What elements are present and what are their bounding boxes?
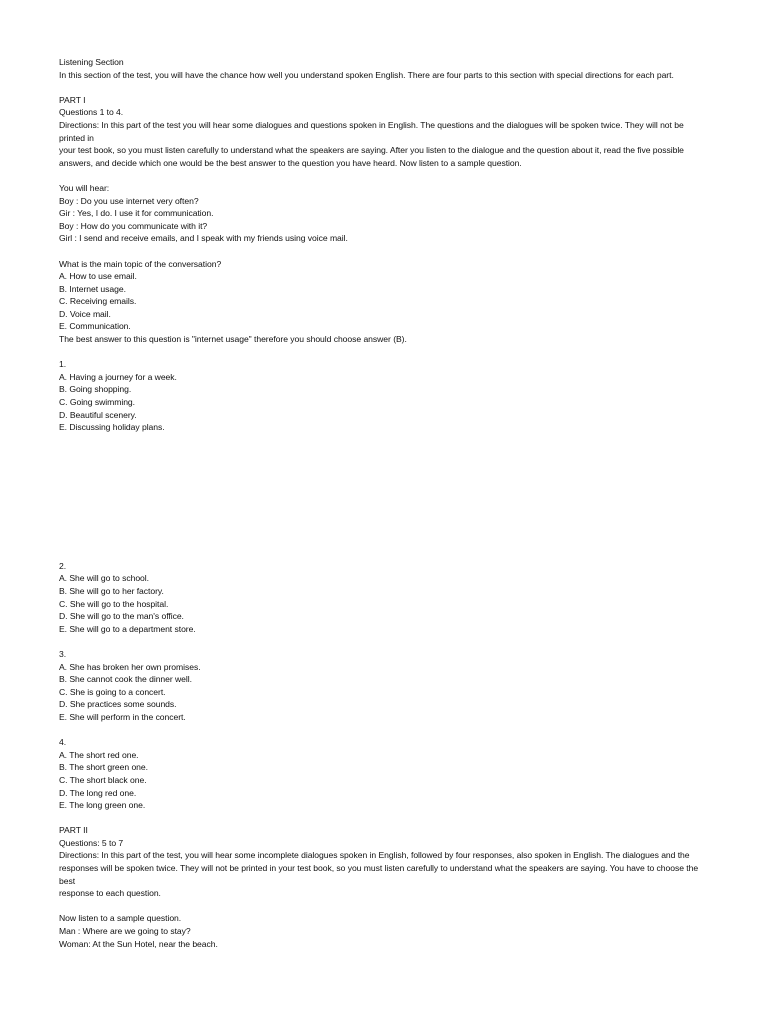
- answer-option: D. Beautiful scenery.: [59, 409, 137, 420]
- question-number: 1.: [59, 359, 67, 370]
- part2-directions-line: responses will be spoken twice. They will not be printed in your test book, so you must listen carefully to understand what the speakers are saying. You have to choose the best: [59, 863, 701, 886]
- answer-option: E. The long green one.: [59, 800, 146, 811]
- part2-directions-line: Directions: In this part of the test, you will hear some incomplete dialogues spoken in English, followed by four responses, also spoken in English. The dialogues and the: [59, 850, 690, 861]
- answer-option: E. She will perform in the concert.: [59, 711, 186, 722]
- part1-directions-line: answers, and decide which one would be the best answer to the question you have heard. Now listen to a sample question.: [59, 157, 522, 168]
- answer-option: E. Discussing holiday plans.: [59, 422, 165, 433]
- answer-option: B. She cannot cook the dinner well.: [59, 674, 192, 685]
- answer-option: D. She will go to the man's office.: [59, 611, 184, 622]
- document-page: [59, 56, 709, 950]
- dialogue-line: Gir : Yes, I do. I use it for communication.: [59, 208, 214, 219]
- answer-option: A. She has broken her own promises.: [59, 661, 201, 672]
- part1-directions-line: your test book, so you must listen carefully to understand what the speakers are saying. After you listen to the dialogue and the question about it, read the five possible: [59, 145, 684, 156]
- section-intro: In this section of the test, you will have the chance how well you understand spoken English. There are four parts to this section with special directions for each part.: [59, 69, 674, 80]
- part2-heading: PART II: [59, 825, 88, 836]
- answer-option: E. She will go to a department store.: [59, 623, 196, 634]
- section-title: Listening Section: [59, 57, 124, 67]
- question-number: 2.: [59, 560, 67, 571]
- answer-option: D. The long red one.: [59, 787, 137, 798]
- answer-option: A. How to use email.: [59, 271, 137, 282]
- part1-questions-range: Questions 1 to 4.: [59, 107, 124, 118]
- question-number: 3.: [59, 648, 67, 659]
- answer-option: C. She will go to the hospital.: [59, 598, 169, 609]
- sample-question: What is the main topic of the conversation?: [59, 258, 222, 269]
- dialogue-line: Woman: At the Sun Hotel, near the beach.: [59, 938, 218, 949]
- dialogue-line: Boy : Do you use internet very often?: [59, 195, 199, 206]
- answer-option: C. Receiving emails.: [59, 296, 137, 307]
- answer-option: C. She is going to a concert.: [59, 686, 166, 697]
- sample-intro: You will hear:: [59, 182, 110, 193]
- part2-directions-line: response to each question.: [59, 888, 161, 899]
- part1-heading: PART I: [59, 94, 86, 105]
- dialogue-line: Man : Where are we going to stay?: [59, 926, 191, 937]
- answer-option: C. Going swimming.: [59, 397, 135, 408]
- part1-directions-line: Directions: In this part of the test you will hear some dialogues and questions spoken in English. The questions and the dialogues will be spoken twice. They will not be printed in: [59, 119, 687, 143]
- answer-option: B. Going shopping.: [59, 384, 132, 395]
- part2-questions-range: Questions: 5 to 7: [59, 837, 124, 848]
- answer-option: A. The short red one.: [59, 749, 139, 760]
- dialogue-line: Boy : How do you communicate with it?: [59, 220, 208, 231]
- answer-option: A. Having a journey for a week.: [59, 371, 177, 382]
- answer-option: D. Voice mail.: [59, 308, 111, 319]
- answer-option: E. Communication.: [59, 321, 131, 332]
- answer-option: A. She will go to school.: [59, 573, 149, 584]
- question-number: 4.: [59, 737, 67, 748]
- answer-option: D. She practices some sounds.: [59, 699, 177, 710]
- sample-answer-explanation: The best answer to this question is "internet usage" therefore you should choose answer (B).: [59, 334, 407, 345]
- dialogue-line: Girl : I send and receive emails, and I speak with my friends using voice mail.: [59, 233, 348, 244]
- sample-intro: Now listen to a sample question.: [59, 913, 182, 924]
- answer-option: C. The short black one.: [59, 774, 147, 785]
- answer-option: B. She will go to her factory.: [59, 586, 164, 596]
- answer-option: B. The short green one.: [59, 762, 148, 773]
- answer-option: B. Internet usage.: [59, 283, 126, 294]
